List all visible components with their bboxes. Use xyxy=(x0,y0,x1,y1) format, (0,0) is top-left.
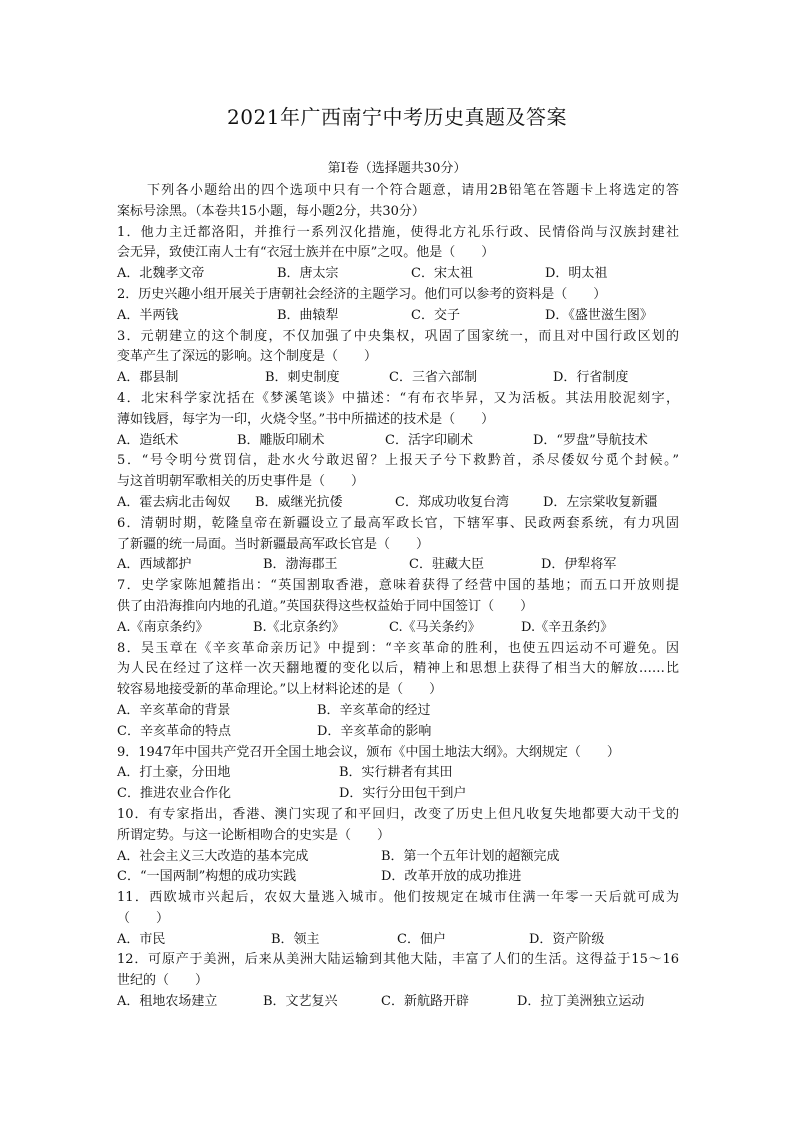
option-a[interactable]: A．打土豪，分田地 xyxy=(117,765,231,781)
option-c[interactable]: C．辛亥革命的特点 xyxy=(117,723,231,739)
question-4 xyxy=(117,389,679,451)
option-c[interactable]: C．佃户 xyxy=(397,931,446,947)
question-text: 1．他力主迁都洛阳，并推行一系列汉化措施，使得北方礼乐行政、民情俗尚与汉族封建社 xyxy=(117,224,679,240)
question-text: 会无异，致使江南人士有“衣冠士族并在中原”之叹。他是（ ） xyxy=(117,245,495,261)
question-text: 2．历史兴趣小组开展关于唐朝社会经济的主题学习。他们可以参考的资料是（ ） xyxy=(117,286,607,302)
option-b[interactable]: B．曲辕犁 xyxy=(277,307,339,323)
options-row xyxy=(117,368,679,389)
option-d[interactable]: D．改革开放的成功推进 xyxy=(381,869,522,885)
question-text: 所谓定势。与这一论断相吻合的史实是（ ） xyxy=(117,827,391,843)
question-text: 薄如钱唇，每字为一印，火烧令坚。”书中所描述的技术是（ ） xyxy=(117,411,495,427)
options-row xyxy=(117,847,679,868)
question-9 xyxy=(117,743,679,805)
options-row xyxy=(117,763,679,784)
options-row xyxy=(117,555,679,576)
option-b[interactable]: B．文艺复兴 xyxy=(263,994,338,1010)
question-11 xyxy=(117,888,679,950)
instructions-line: 案标号涂黑。（本卷共15小题，每小题2分，共30分） xyxy=(117,203,425,219)
option-a[interactable]: A．霍去病北击匈奴 xyxy=(117,494,231,510)
option-b[interactable]: B．雕版印刷术 xyxy=(237,432,325,448)
option-d[interactable]: D．“罗盘”导航技术 xyxy=(533,432,648,448)
option-c[interactable]: C．郑成功收复台湾 xyxy=(395,494,509,510)
option-a[interactable]: A．西域都护 xyxy=(117,557,192,573)
question-text: 了新疆的统一局面。当时新疆最高军政长官是（ ） xyxy=(117,536,430,552)
page-title: 2021年广西南宁中考历史真题及答案 xyxy=(227,105,567,129)
option-c[interactable]: C．活字印刷术 xyxy=(385,432,473,448)
options-row xyxy=(117,701,679,722)
question-text: 较容易地接受新的革命理论。”以上材料论述的是（ ） xyxy=(117,682,443,698)
option-c[interactable]: C．“一国两制”构想的成功实践 xyxy=(117,869,297,885)
question-5 xyxy=(117,451,679,513)
question-text: 3．元朝建立的这个制度，不仅加强了中央集权，巩固了国家统一，而且对中国行政区划的 xyxy=(117,328,679,344)
option-a[interactable]: A．租地农场建立 xyxy=(117,994,218,1010)
options-row xyxy=(117,618,679,639)
question-text: 12．可原产于美洲，后来从美洲大陆运输到其他大陆，丰富了人们的生活。这得益于15～16 xyxy=(117,952,679,968)
option-b[interactable]: B．刺史制度 xyxy=(265,370,340,386)
options-row xyxy=(117,992,679,1013)
question-text: 与这首明朝军歌相关的历史事件是（ ） xyxy=(117,474,365,490)
option-b[interactable]: B．辛亥革命的经过 xyxy=(317,702,431,718)
option-b[interactable]: B．第一个五年计划的超额完成 xyxy=(381,848,560,864)
section-heading: 第Ⅰ卷（选择题共30分） xyxy=(327,161,467,176)
options-row xyxy=(117,930,679,951)
options-row xyxy=(117,722,679,743)
question-2 xyxy=(117,285,679,327)
option-c[interactable]: C．驻藏大臣 xyxy=(409,557,484,573)
option-a[interactable]: A．郡县制 xyxy=(117,370,179,386)
question-text: 供了由沿海推向内地的孔道。”英国获得这些权益始于同中国签订（ ） xyxy=(117,598,534,614)
question-text: 8．吴玉章在《辛亥革命亲历记》中提到：“辛亥革命的胜利，也使五四运动不可避免。因 xyxy=(117,640,679,656)
question-text: 变革产生了深远的影响。这个制度是（ ） xyxy=(117,349,378,365)
option-d[interactable]: D．伊犁将军 xyxy=(541,557,617,573)
question-7 xyxy=(117,576,679,638)
option-d[interactable]: D．明太祖 xyxy=(545,266,608,282)
question-10 xyxy=(117,805,679,888)
exam-content xyxy=(117,181,679,1013)
options-row xyxy=(117,867,679,888)
question-8 xyxy=(117,639,679,743)
question-text: 6．清朝时期，乾隆皇帝在新疆设立了最高军政长官，下辖军事、民政两套系统，有力巩固 xyxy=(117,515,679,531)
question-text: 9．1947年中国共产党召开全国土地会议，颁布《中国土地法大纲》。大纲规定（ ） xyxy=(117,744,620,760)
option-b[interactable]: B．实行耕者有其田 xyxy=(339,765,453,781)
question-1 xyxy=(117,223,679,285)
option-c[interactable]: C．交子 xyxy=(411,307,460,323)
question-12 xyxy=(117,950,679,1012)
question-text: 7．史学家陈旭麓指出：“英国割取香港，意味着获得了经营中国的基地；而五口开放则提 xyxy=(117,578,679,594)
instructions-line: 下列各小题给出的四个选项中只有一个符合题意，请用2B铅笔在答题卡上将选定的答 xyxy=(147,183,679,198)
question-text: 11．西欧城市兴起后，农奴大量逃入城市。他们按规定在城市住满一年零一天后就可成为 xyxy=(117,890,679,906)
option-d[interactable]: D.《辛丑条约》 xyxy=(521,619,614,635)
option-c[interactable]: C．新航路开辟 xyxy=(381,994,469,1010)
question-text: 5．“号令明兮赏罚信，赴水火兮敢迟留？上报天子兮下救黔首，杀尽倭奴兮觅个封候。” xyxy=(117,453,679,469)
options-row xyxy=(117,493,679,514)
option-a[interactable]: A．造纸术 xyxy=(117,432,179,448)
option-b[interactable]: B．唐太宗 xyxy=(277,266,339,282)
option-b[interactable]: B．领主 xyxy=(271,931,320,947)
option-a[interactable]: A．市民 xyxy=(117,931,166,947)
options-row xyxy=(117,264,679,285)
option-c[interactable]: C．推进农业合作化 xyxy=(117,786,231,802)
option-b[interactable]: B．渤海郡王 xyxy=(263,557,338,573)
option-d[interactable]: D．资产阶级 xyxy=(529,931,605,947)
options-row xyxy=(117,306,679,327)
option-c[interactable]: C．三省六部制 xyxy=(389,370,477,386)
option-d[interactable]: D．拉丁美洲独立运动 xyxy=(517,994,645,1010)
options-row xyxy=(117,784,679,805)
option-a[interactable]: A．辛亥革命的背景 xyxy=(117,702,231,718)
question-text: （ ） xyxy=(117,910,170,926)
options-row xyxy=(117,431,679,452)
option-a[interactable]: A．社会主义三大改造的基本完成 xyxy=(117,848,309,864)
option-a[interactable]: A．北魏孝文帝 xyxy=(117,266,205,282)
option-a[interactable]: A．半两钱 xyxy=(117,307,179,323)
option-b[interactable]: B.《北京条约》 xyxy=(253,619,345,635)
option-d[interactable]: D．辛亥革命的影响 xyxy=(317,723,432,739)
question-text: 世纪的（ ） xyxy=(117,973,209,989)
option-b[interactable]: B．威继光抗倭 xyxy=(255,494,343,510)
question-text: 10．有专家指出，香港、澳门实现了和平回归，改变了历史上但凡收复失地都要大动干戈的 xyxy=(117,806,679,822)
question-3 xyxy=(117,327,679,389)
option-c[interactable]: C.《马关条约》 xyxy=(389,619,481,635)
question-text: 4．北宋科学家沈括在《梦溪笔谈》中描述：“有布衣毕昇，又为活板。其法用胶泥刻字， xyxy=(117,390,679,406)
option-d[interactable]: D．实行分田包干到户 xyxy=(339,786,467,802)
option-a[interactable]: A.《南京条约》 xyxy=(117,619,209,635)
question-6 xyxy=(117,514,679,576)
option-d[interactable]: D．左宗棠收复新疆 xyxy=(543,494,658,510)
option-d[interactable]: D．《盛世滋生图》 xyxy=(545,307,653,323)
question-text: 为人民在经过了这样一次天翻地覆的变化以后，精神上和思想上获得了相当大的解放……比 xyxy=(117,661,679,677)
option-c[interactable]: C．宋太祖 xyxy=(411,266,473,282)
option-d[interactable]: D．行省制度 xyxy=(553,370,629,386)
